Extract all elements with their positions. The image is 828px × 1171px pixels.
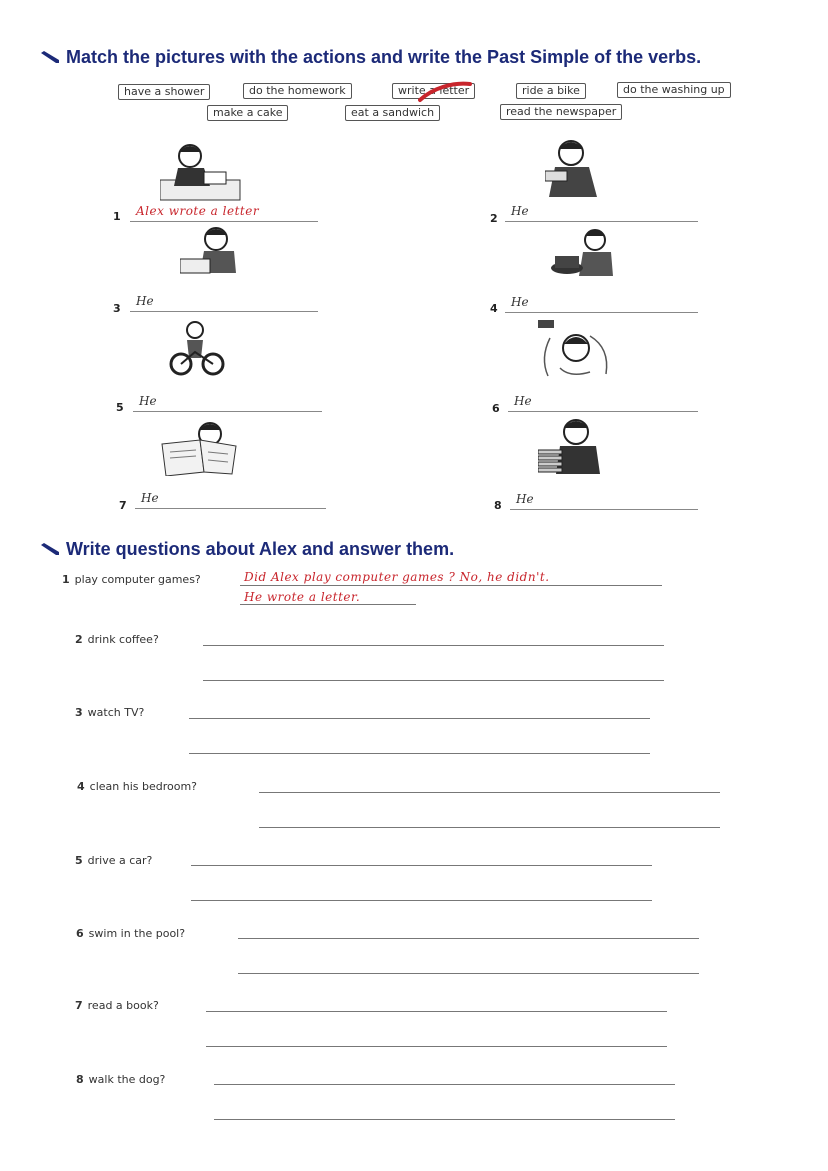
pencil-icon [40, 51, 62, 65]
picture-washing-up [538, 416, 604, 476]
answer-line[interactable] [189, 717, 650, 719]
answer-text: He [511, 204, 529, 218]
question-number: 3 [75, 706, 83, 719]
answer-line[interactable] [259, 791, 720, 793]
answer-line[interactable] [238, 972, 699, 974]
answer-text: He [514, 394, 532, 408]
section1-title: Match the pictures with the actions and write the Past Simple of the verbs. [66, 47, 702, 67]
example-answer-line2: He wrote a letter. [244, 590, 361, 604]
question-number: 5 [75, 854, 83, 867]
picture-reading-newspaper [160, 420, 240, 476]
answer-line-6[interactable] [508, 394, 698, 412]
question-1 [62, 573, 201, 586]
answer-line[interactable] [206, 1045, 667, 1047]
answer-line-3[interactable] [130, 294, 318, 312]
section2-title: Write questions about Alex and answer them. [66, 539, 455, 559]
answer-line[interactable] [206, 1010, 667, 1012]
question-number: 2 [75, 633, 83, 646]
answer-line[interactable] [214, 1083, 675, 1085]
answer-line[interactable] [214, 1118, 675, 1120]
picture-eating-sandwich [545, 137, 605, 199]
question-text: drive a car? [87, 854, 153, 867]
section1-title-row [40, 47, 701, 68]
phrase-box: read the newspaper [500, 104, 622, 120]
answer-line[interactable] [189, 752, 650, 754]
answer-line[interactable] [238, 937, 699, 939]
question-text: swim in the pool? [88, 927, 186, 940]
picture-riding-bike [167, 320, 225, 378]
question-6 [76, 927, 185, 940]
picture-shower [530, 318, 616, 380]
question-number: 8 [76, 1073, 84, 1086]
item-number: 8 [494, 499, 502, 512]
red-strike-mark [418, 78, 474, 104]
answer-underline [240, 603, 416, 605]
answer-text: He [139, 394, 157, 408]
phrase-box: make a cake [207, 105, 288, 121]
item-number: 7 [119, 499, 127, 512]
answer-text: He [136, 294, 154, 308]
phrase-box: ride a bike [516, 83, 586, 99]
answer-line-8[interactable] [510, 492, 698, 510]
question-text: play computer games? [74, 573, 201, 586]
answer-line-4[interactable] [505, 295, 698, 313]
section2-title-row [40, 539, 454, 560]
answer-text: He [511, 295, 529, 309]
question-text: clean his bedroom? [89, 780, 198, 793]
item-number: 1 [113, 210, 121, 223]
answer-line-2[interactable] [505, 204, 698, 222]
answer-line[interactable] [203, 679, 664, 681]
phrase-box: eat a sandwich [345, 105, 440, 121]
answer-line[interactable] [191, 899, 652, 901]
question-text: drink coffee? [87, 633, 159, 646]
answer-line-1[interactable] [130, 204, 318, 222]
item-number: 5 [116, 401, 124, 414]
question-4 [77, 780, 197, 793]
question-text: read a book? [87, 999, 159, 1012]
question-number: 4 [77, 780, 85, 793]
answer-line[interactable] [203, 644, 664, 646]
question-7 [75, 999, 159, 1012]
question-5 [75, 854, 152, 867]
item-number: 2 [490, 212, 498, 225]
phrase-box: have a shower [118, 84, 210, 100]
answer-text: Alex wrote a letter [136, 204, 260, 218]
phrase-box: do the washing up [617, 82, 731, 98]
question-text: walk the dog? [88, 1073, 166, 1086]
picture-making-cake [549, 226, 615, 278]
item-number: 3 [113, 302, 121, 315]
item-number: 6 [492, 402, 500, 415]
item-number: 4 [490, 302, 498, 315]
answer-line-5[interactable] [133, 394, 322, 412]
phrase-box: write a letter [392, 83, 475, 99]
question-number: 1 [62, 573, 70, 586]
question-3 [75, 706, 144, 719]
answer-line-7[interactable] [135, 491, 326, 509]
question-8 [76, 1073, 165, 1086]
picture-writing-letter [160, 142, 242, 204]
question-2 [75, 633, 159, 646]
question-number: 6 [76, 927, 84, 940]
question-text: watch TV? [87, 706, 145, 719]
answer-line[interactable] [191, 864, 652, 866]
picture-homework [180, 225, 238, 277]
answer-text: He [516, 492, 534, 506]
example-answer-line1: Did Alex play computer games ? No, he didn't. [244, 570, 550, 584]
pencil-icon [40, 543, 62, 557]
answer-text: He [141, 491, 159, 505]
phrase-box: do the homework [243, 83, 352, 99]
answer-line[interactable] [259, 826, 720, 828]
answer-underline [240, 584, 662, 586]
question-number: 7 [75, 999, 83, 1012]
